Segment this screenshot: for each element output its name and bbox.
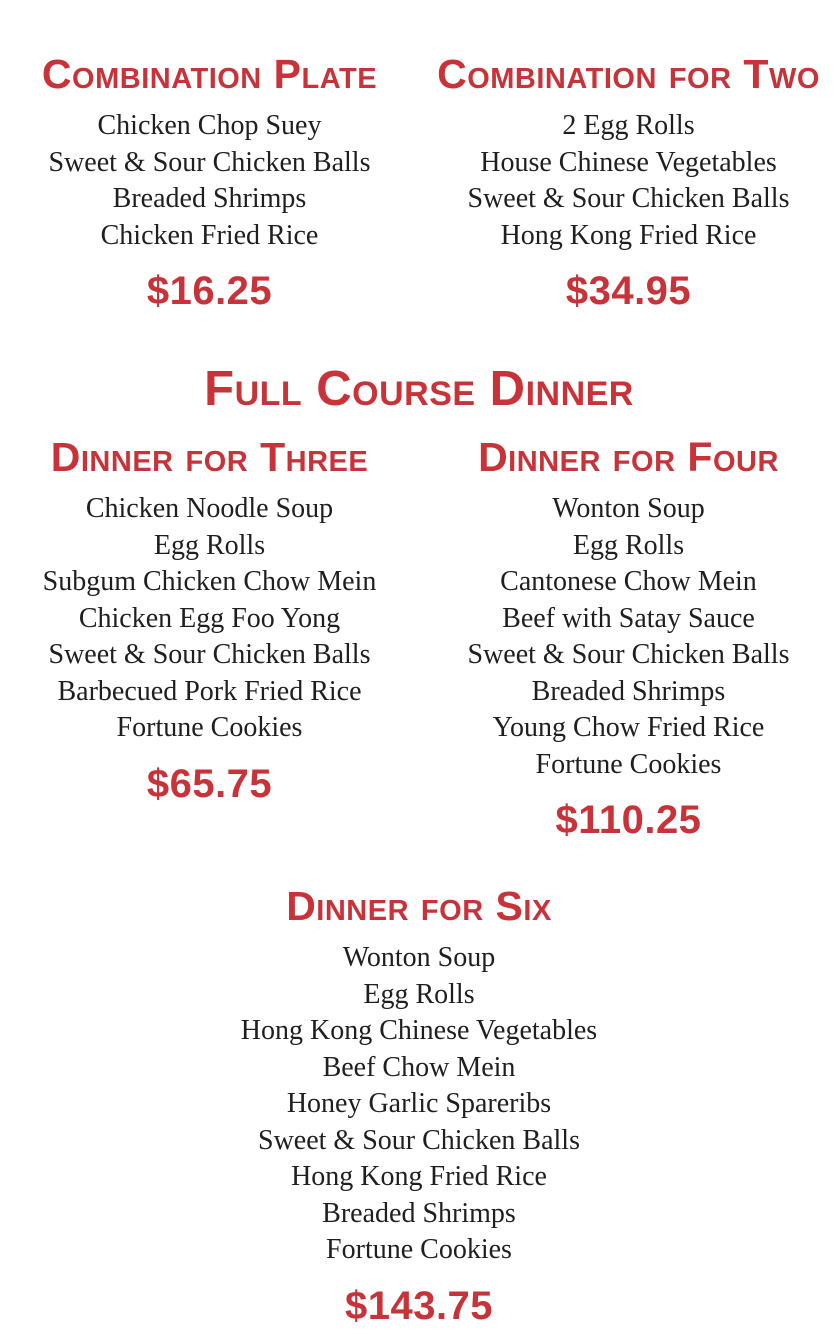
price-dinner-for-three: $65.75 xyxy=(146,761,273,806)
price-combination-for-two: $34.95 xyxy=(565,269,692,313)
menu-item: Cantonese Chow Mein xyxy=(500,566,757,597)
menu-item: Egg Rolls xyxy=(572,529,685,561)
menu-item: Chicken Fried Rice xyxy=(100,219,319,251)
section-combination-plate xyxy=(0,52,419,313)
menu-item: Fortune Cookies xyxy=(535,748,722,780)
menu-item: House Chinese Vegetables xyxy=(480,146,777,178)
section-combination-for-two xyxy=(419,52,838,313)
menu-item: Egg Rolls xyxy=(363,978,475,1010)
section-title-combination-for-two: Combination for Two xyxy=(437,51,820,97)
menu-item: Chicken Noodle Soup xyxy=(85,493,334,524)
price-combination-plate: $16.25 xyxy=(146,269,273,313)
menu-item: Wonton Soup xyxy=(552,493,705,524)
price-dinner-for-six: $143.75 xyxy=(344,1283,494,1328)
menu-item: Honey Garlic Spareribs xyxy=(286,1088,552,1119)
menu-item: Hong Kong Chinese Vegetables xyxy=(240,1015,598,1046)
menu-item: Sweet & Sour Chicken Balls xyxy=(48,639,371,670)
dinner-row xyxy=(0,435,838,842)
menu-item: Sweet & Sour Chicken Balls xyxy=(467,639,790,670)
section-title-dinner-for-six: Dinner for Six xyxy=(286,883,552,929)
menu-item: Sweet & Sour Chicken Balls xyxy=(258,1124,580,1156)
menu-item: Chicken Chop Suey xyxy=(97,110,322,141)
section-dinner-for-three xyxy=(0,435,419,842)
full-course-dinner-heading: Full Course Dinner xyxy=(204,362,634,416)
section-title-dinner-for-four: Dinner for Four xyxy=(478,434,779,480)
menu-item: 2 Egg Rolls xyxy=(562,110,695,141)
menu-item: Fortune Cookies xyxy=(326,1234,512,1265)
menu-item: Hong Kong Fried Rice xyxy=(500,219,757,251)
menu-item: Egg Rolls xyxy=(153,529,266,561)
menu-item: Subgum Chicken Chow Mein xyxy=(42,566,377,597)
menu-item: Sweet & Sour Chicken Balls xyxy=(48,146,371,178)
menu-item: Breaded Shrimps xyxy=(531,675,726,707)
section-dinner-for-six xyxy=(0,884,838,1328)
menu-item: Chicken Egg Foo Yong xyxy=(78,602,341,634)
menu-item: Beef Chow Mein xyxy=(322,1051,516,1083)
menu-item: Beef with Satay Sauce xyxy=(502,602,755,634)
menu-item: Sweet & Sour Chicken Balls xyxy=(467,183,790,214)
combination-row xyxy=(0,52,838,313)
menu-item: Breaded Shrimps xyxy=(322,1197,516,1229)
menu-item: Breaded Shrimps xyxy=(112,183,307,214)
section-dinner-for-four xyxy=(419,435,838,842)
menu-item: Hong Kong Fried Rice xyxy=(291,1161,547,1192)
menu-item: Barbecued Pork Fried Rice xyxy=(57,675,362,707)
menu-item: Fortune Cookies xyxy=(116,712,303,743)
menu-item: Wonton Soup xyxy=(342,942,496,973)
section-title-combination-plate: Combination Plate xyxy=(41,51,378,97)
section-title-dinner-for-three: Dinner for Three xyxy=(50,434,369,480)
menu-item: Young Chow Fried Rice xyxy=(492,712,765,743)
price-dinner-for-four: $110.25 xyxy=(555,798,702,842)
